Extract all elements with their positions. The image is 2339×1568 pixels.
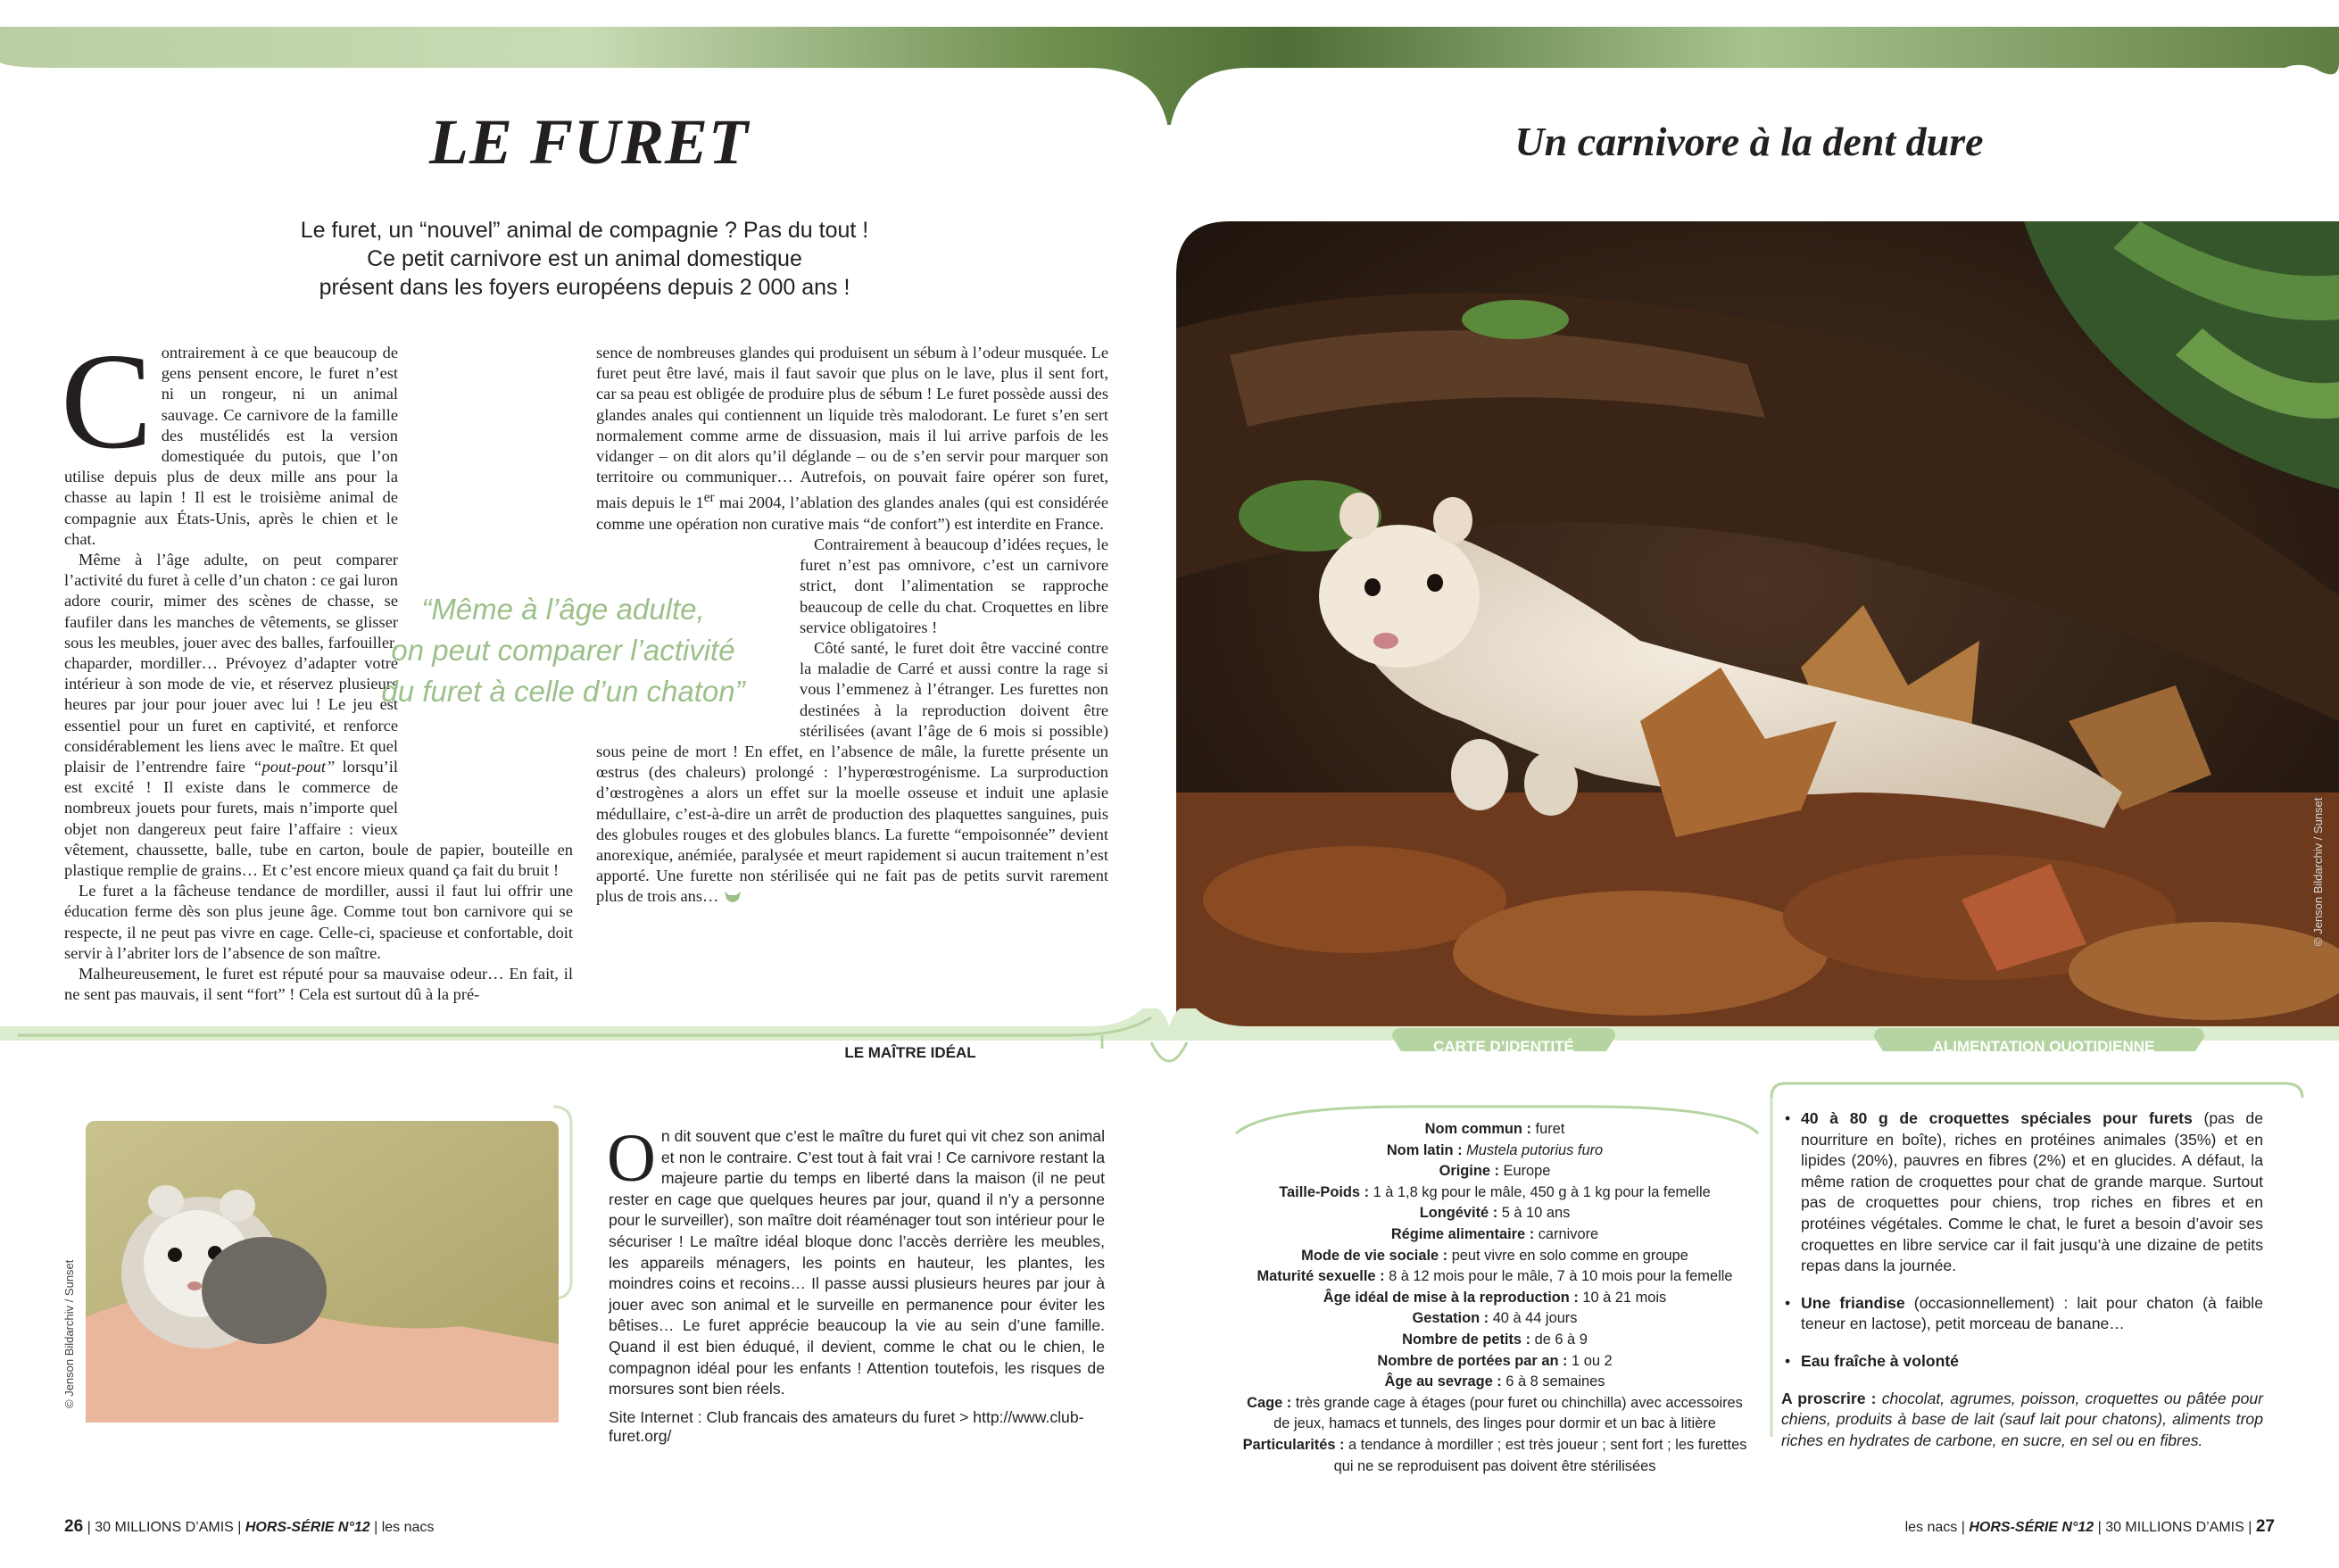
pull-quote-line: “Même à l’âge adulte, (421, 593, 705, 626)
bullet: • (1785, 1351, 1791, 1370)
identity-value: très grande cage à étages (pour furet ou chinchilla) avec accessoires de jeux, hamacs et tunnels, des linges pour dormir et un bac à litière (1273, 1394, 1743, 1432)
identity-value: 40 à 44 jours (1489, 1310, 1578, 1327)
bullet: • (1785, 1293, 1791, 1312)
identity-value: Mustela putorius furo (1462, 1141, 1604, 1158)
diet-item-text: (pas de nourriture en boîte), riches en protéines animales (35%) et en lipides (20%), pauvres en fibres (2%) et en glucides. A défaut, la même ration de croquettes pour chat de grande marque. Surtout pas de croquettes pour chiens, trop riches en fibres et en protéines végétales. Comme le chat, le furet a besoin d’avoir ses croquettes en libre service car il fait jusqu’à une dizaine de petits repas dans la journée. (1801, 1109, 2263, 1275)
identity-value: de 6 à 9 (1530, 1331, 1588, 1348)
identity-value: 8 à 12 mois pour le mâle, 7 à 10 mois pour la femelle (1384, 1268, 1733, 1285)
identity-key: Nom commun : (1424, 1121, 1531, 1137)
identity-row (1240, 1393, 1749, 1435)
identity-value: 6 à 8 semaines (1501, 1373, 1605, 1390)
diet-item-text: (occasionnellement) : lait pour chaton (à faible teneur en lactose), petit morceau de banane… (1801, 1293, 2263, 1333)
identity-row (1240, 1266, 1749, 1288)
article-text: lorsqu’il est excité ! Il existe dans le commerce de nombreux jouets pour furets, mais n’importe quel objet non dangereux peut faire l’affaire : vieux vêtement, chaussette, balle, tube en carton, boule de papier, bouteille en plastique remplie de grains… Et c’est encore mieux quand ça fait du bruit ! (64, 758, 573, 880)
identity-value: 1 à 1,8 kg pour le mâle, 450 g à 1 kg pour la femelle (1369, 1183, 1711, 1200)
identity-key: Longévité : (1419, 1205, 1498, 1222)
identity-key: Mode de vie sociale : (1301, 1247, 1448, 1264)
intro-line: Ce petit carnivore est un animal domestique (367, 246, 802, 271)
article-paragraph: Malheureusement, le furet est réputé pour sa mauvaise odeur… En fait, il ne sent pas mauvais, il sent “fort” ! Cela est surtout dû à la pré- (64, 965, 573, 1004)
photo-credit: © Jenson Bildarchiv / Sunset (62, 1259, 76, 1408)
identity-row (1240, 1372, 1749, 1393)
section-label-alimentation: ALIMENTATION QUOTIDIENNE (1932, 1038, 2155, 1055)
diet-warning (1781, 1389, 2263, 1452)
identity-value: Europe (1498, 1163, 1551, 1180)
identity-key: Nom latin : (1386, 1141, 1463, 1158)
section-label-carte: CARTE D’IDENTITÉ (1433, 1038, 1574, 1055)
identity-key: Nombre de portées par an : (1377, 1352, 1568, 1369)
ferret-head-end-icon (723, 890, 742, 906)
identity-row (1240, 1224, 1749, 1246)
diet-item (1781, 1293, 2263, 1335)
section-label-maitre: LE MAÎTRE IDÉAL (844, 1044, 976, 1061)
article-text: Même à l’âge adulte, on peut comparer l’activité du furet à celle d’un chaton : ce gai luron adore courir, mimer des scènes de chasse, se faufiler dans les manches de vêtements, se glisser sous les meubles, jouer avec des balles, farfouiller, chaparder, mordiller… Prévoyez d’adapter votre intérieur à son mode de vie, et réservez plusieurs heures par jour pour jouer avec lui ! Le jeu est essentiel pour un furet en captivité, et renforce considérablement les liens avec le maître. Et quel plaisir de l’entrendre faire (64, 551, 398, 776)
identity-row (1240, 1141, 1749, 1162)
page-number: 26 (64, 1517, 84, 1536)
article-text: Côté santé, le furet doit être vacciné contre la maladie de Carré et aussi contre la rage si vous l’emmenez à l’étranger. Les furettes non destinées à la reproduction doivent être stérilisées (avant l’âge de 6 mois si possible) sous peine de mort ! En effet, en l’absence de mâle, la furette présente un œstrus (des chaleurs) prolongé : l’hyperœstrogénisme. La surproduction d’œstrogènes a alors un effet sur la moelle osseuse et induit une aplasie médullaire, c’est-à-dire un arrêt de production des plaquettes sanguines, puis des globules rouges et des globules blancs. La furette “empoisonnée” devient anorexique, anémiée, paralysée et meurt rapidement si aucun traitement n’est apporté. Une furette non stérilisée qui ne fait pas de petits survit rarement plus de trois ans… (596, 638, 1108, 906)
identity-row (1240, 1351, 1749, 1373)
daily-diet-box (1781, 1108, 2263, 1451)
page-title: LE FURET (428, 106, 750, 178)
identity-key: Cage : (1247, 1394, 1292, 1411)
issue-label: HORS-SÉRIE N°12 (245, 1520, 370, 1535)
identity-row (1240, 1203, 1749, 1224)
identity-row (1240, 1435, 1749, 1477)
photo-credit: © Jenson Bildarchiv / Sunset (2311, 797, 2325, 946)
article-paragraph (596, 343, 1108, 535)
identity-value: carnivore (1534, 1225, 1599, 1242)
identity-key: Particularités : (1242, 1436, 1345, 1453)
pull-quote-line: on peut comparer l’activité (391, 634, 735, 667)
maitre-paragraph: n dit souvent que c’est le maître du furet qui vit chez son animal et non le contraire. C’est tout à fait vrai ! Ce carnivore restant la majeure partie du temps en liberté dans la maison (il ne peut rester en cage que quelques heures par jour, quand il n’y a personne pour le surveiller), son maître doit réaménager tout son intérieur pour le sécuriser ! Le maître idéal bloque donc l’accès derrière les meubles, les appareils ménagers, les points en hauteur, les plantes, les moindres coins et recoins… Il passe aussi plusieurs heures par jour à jouer avec son animal et le surveille en permanence pour éviter les bêtises… Le furet apprécie beaucoup la vie au sein d’une famille. Quand il est bien éduqué, il devient, comme le chat ou le chien, le compagnon idéal pour les enfants ! Attention toutefois, les risques de morsures sont bien réels. (609, 1127, 1105, 1398)
intro-text (223, 216, 946, 302)
identity-key: Taille-Poids : (1279, 1183, 1370, 1200)
pull-quote-line: du furet à celle d’un chaton” (381, 675, 745, 708)
article-text: mai 2004, l’ablation des glandes anales (qui est considérée comme une opération non curative mais “de confort”) est interdite en France. (596, 494, 1108, 533)
identity-card (1240, 1119, 1749, 1477)
club-website-link[interactable]: Site Internet : Club francais des amateurs du furet > http://www.club-furet.org/ (609, 1408, 1084, 1445)
identity-key: Régime alimentaire : (1390, 1225, 1535, 1242)
article-paragraph: Le furet a la fâcheuse tendance de mordiller, aussi il faut lui offrir une éducation ferme dès son plus jeune âge. Comme tout bon carnivore qui se respecte, il ne peut pas vivre en cage. Celle-ci, spacieuse et confortable, doit servir à l’abriter lors de l’absence de son maître. (64, 882, 573, 962)
identity-value: furet (1530, 1121, 1565, 1137)
bullet: • (1785, 1109, 1791, 1127)
identity-key: Âge au sevrage : (1384, 1373, 1502, 1390)
identity-value: a tendance à mordiller ; est très joueur ; sent fort ; les furettes qui ne se reproduisent pas doivent être stérilisées (1333, 1436, 1747, 1474)
drop-cap: O (607, 1121, 656, 1196)
article-emphasis: “pout-pout” (253, 758, 336, 776)
magazine-name: 30 MILLIONS D’AMIS (2105, 1520, 2244, 1535)
page-subtitle: Un carnivore à la dent dure (1514, 119, 1984, 164)
maitre-ideal-text (607, 1121, 1105, 1400)
drop-cap: C (61, 326, 153, 477)
identity-value: 10 à 21 mois (1578, 1289, 1667, 1306)
identity-value: 5 à 10 ans (1497, 1205, 1571, 1222)
diet-item (1781, 1351, 2263, 1373)
identity-row (1240, 1161, 1749, 1182)
article-text: sence de nombreuses glandes qui produisent un sébum à l’odeur musquée. Le furet peut être lavé, mais il faut savoir que plus on le lave, plus il sent fort, car sa peau est obligée de produire plus de sébum ! Le furet possède aussi des glandes anales qui contiennent un liquide très malodorant. Le furet s’en sert normalement comme arme de dissuasion, mais il lui arrive parfois de les vidanger – on dit alors qu’il déglande – ou de s’en servir pour marquer son territoire ou communiquer… Autrefois, on pouvait faire opérer son furet, mais depuis le 1 (596, 344, 1108, 512)
identity-row (1240, 1182, 1749, 1204)
folio-right: les nacs | HORS-SÉRIE N°12 | 30 MILLIONS D’AMIS | 27 (1904, 1517, 2275, 1536)
diet-item-title: Eau fraîche à volonté (1801, 1351, 1959, 1370)
page-number: 27 (2255, 1517, 2275, 1536)
identity-key: Maturité sexuelle : (1257, 1268, 1385, 1285)
ferret-in-hand-photo (86, 1121, 559, 1423)
section-name: les nacs (381, 1520, 435, 1535)
folio-left: 26 | 30 MILLIONS D’AMIS | HORS-SÉRIE N°12 | les nacs (64, 1517, 435, 1536)
article-paragraph: Contrairement à beaucoup d’idées reçues, le furet n’est pas omnivore, c’est un carnivore strict, dont l’alimentation se rapproche beaucoup de celle du chat. Croquettes en libre service obligatoires ! (800, 535, 1108, 636)
article-sup: er (703, 490, 715, 506)
section-name: les nacs (1904, 1520, 1958, 1535)
identity-row (1240, 1308, 1749, 1330)
identity-row (1240, 1288, 1749, 1309)
diet-warning-text: chocolat, agrumes, poisson, croquettes ou pâtée pour chiens, produits à base de lait (sauf lait pour chatons), aliments trop riches en hydrates de carbone, en sucre, en sel ou en fibres. (1781, 1389, 2264, 1449)
magazine-name: 30 MILLIONS D’AMIS (95, 1520, 234, 1535)
intro-line: présent dans les foyers européens depuis 2 000 ans ! (319, 275, 850, 300)
identity-value: peut vivre en solo comme en groupe (1447, 1247, 1688, 1264)
diet-item-title: Une friandise (1801, 1293, 1905, 1312)
identity-row (1240, 1119, 1749, 1141)
diet-item-title: 40 à 80 g de croquettes spéciales pour furets (1801, 1109, 2193, 1127)
identity-key: Âge idéal de mise à la reproduction : (1323, 1289, 1579, 1306)
identity-value: 1 ou 2 (1567, 1352, 1613, 1369)
pull-quote (353, 589, 773, 712)
identity-row (1240, 1330, 1749, 1351)
intro-line: Le furet, un “nouvel” animal de compagnie ? Pas du tout ! (300, 218, 869, 243)
ferret-photo (1176, 221, 2339, 1027)
article-paragraph: ontrairement à ce que beaucoup de gens pensent encore, le furet n’est ni un rongeur, ni un animal sauvage. Ce carnivore de la famille des mustélidés est la version domestiquée du putois, que l’on utilise depuis plus de deux mille ans pour la chasse au lapin ! Il est le troisième animal de compagnie aux États-Unis, après le chien et le chat. (64, 344, 398, 548)
identity-key: Nombre de petits : (1402, 1331, 1531, 1348)
diet-warning-title: A proscrire : (1781, 1389, 1877, 1407)
diet-item (1781, 1108, 2263, 1277)
identity-key: Gestation : (1412, 1310, 1489, 1327)
identity-key: Origine : (1439, 1163, 1499, 1180)
issue-label: HORS-SÉRIE N°12 (1969, 1520, 2094, 1535)
identity-row (1240, 1246, 1749, 1267)
